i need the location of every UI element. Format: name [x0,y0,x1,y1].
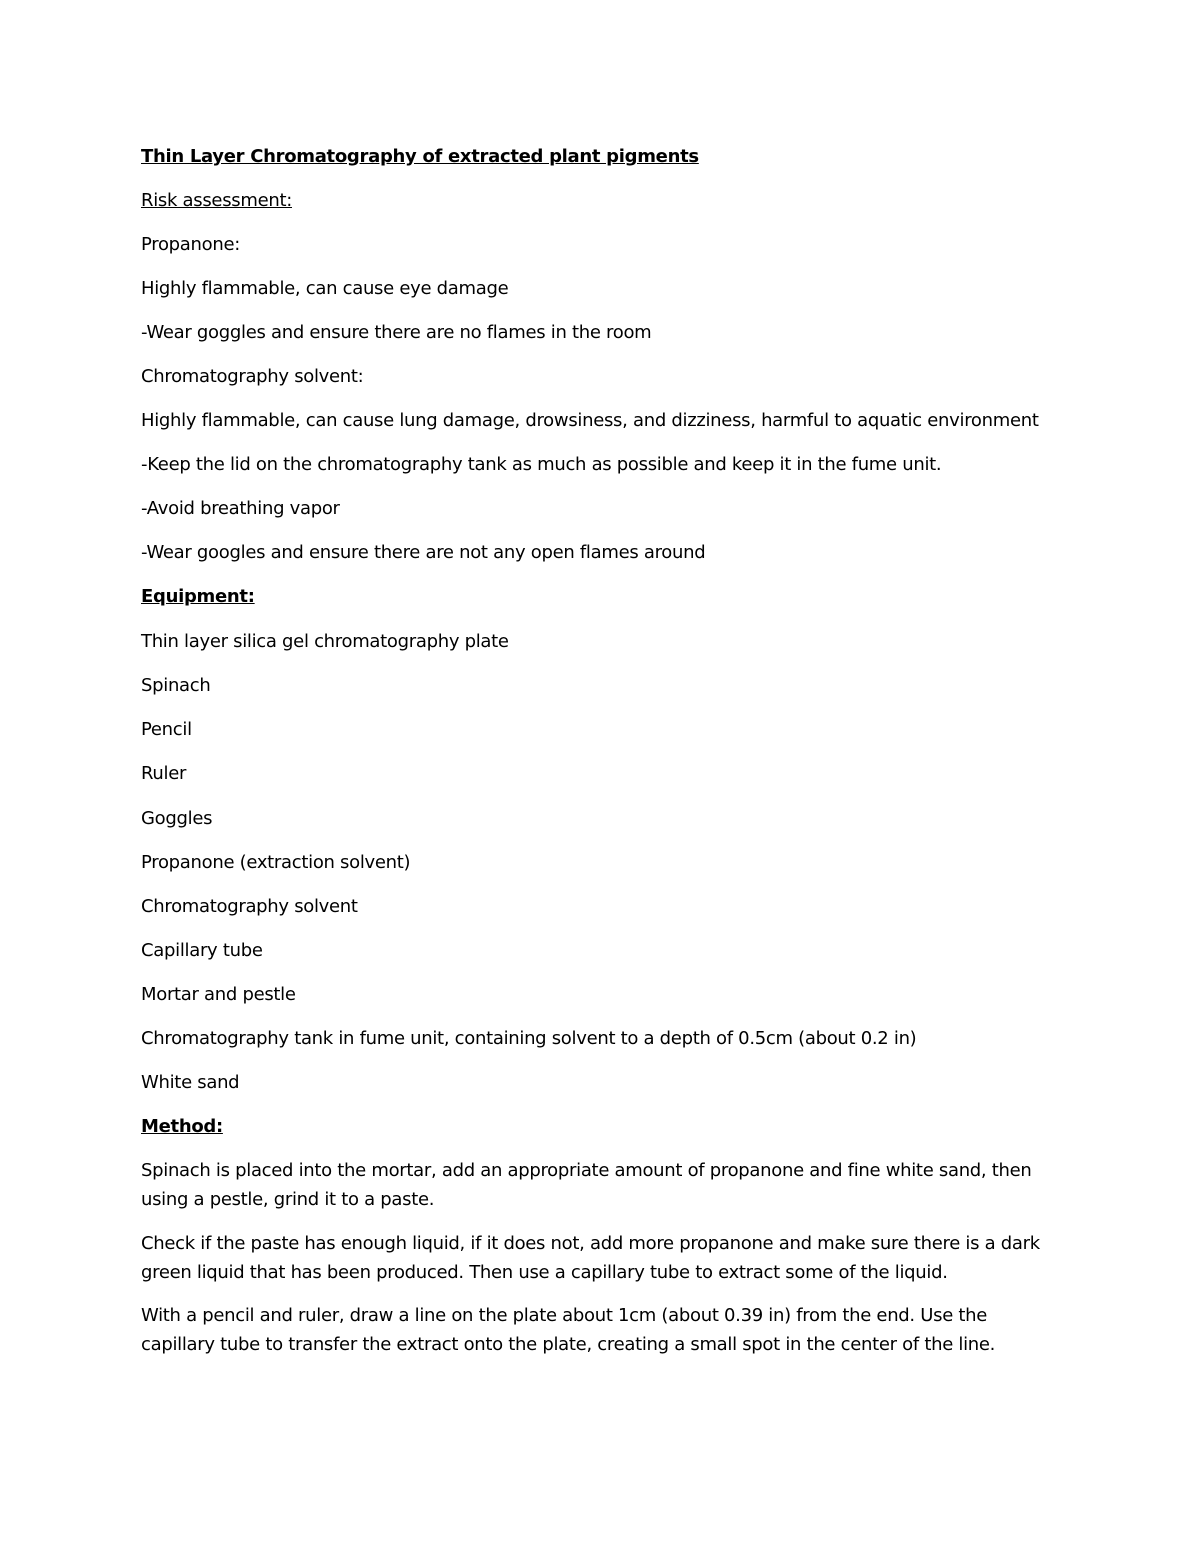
risk-solvent-label: Chromatography solvent: [141,366,364,387]
method-step-1-line-2: using a pestle, grind it to a paste. [141,1189,435,1210]
risk-solvent-precaution-2: -Avoid breathing vapor [141,498,340,519]
equipment-item: Spinach [141,675,211,696]
risk-propanone-label: Propanone: [141,234,240,255]
risk-solvent-precaution-3: -Wear googles and ensure there are not any open flames around [141,542,706,563]
method-step-2-line-2: green liquid that has been produced. Then use a capillary tube to extract some of the liquid. [141,1262,948,1283]
method-heading: Method: [141,1116,223,1137]
method-step-2-line-1: Check if the paste has enough liquid, if it does not, add more propanone and make sure there is a dark [141,1233,1040,1254]
method-step-3-line-2: capillary tube to transfer the extract onto the plate, creating a small spot in the center of the line. [141,1334,996,1355]
risk-solvent-precaution-1: -Keep the lid on the chromatography tank as much as possible and keep it in the fume unit. [141,454,942,475]
equipment-item: Thin layer silica gel chromatography plate [141,631,509,652]
equipment-item: White sand [141,1072,240,1093]
risk-solvent-hazard: Highly flammable, can cause lung damage, drowsiness, and dizziness, harmful to aquatic environment [141,410,1039,431]
equipment-heading: Equipment: [141,586,255,607]
method-step-3-line-1: With a pencil and ruler, draw a line on the plate about 1cm (about 0.39 in) from the end. Use the [141,1305,988,1326]
equipment-item: Mortar and pestle [141,984,296,1005]
equipment-item: Chromatography tank in fume unit, containing solvent to a depth of 0.5cm (about 0.2 in) [141,1028,917,1049]
risk-assessment-heading: Risk assessment: [141,190,292,211]
equipment-item: Chromatography solvent [141,896,358,917]
equipment-item: Capillary tube [141,940,263,961]
risk-propanone-precaution: -Wear goggles and ensure there are no flames in the room [141,322,652,343]
risk-propanone-hazard: Highly flammable, can cause eye damage [141,278,509,299]
equipment-item: Ruler [141,763,187,784]
equipment-item: Pencil [141,719,192,740]
document-title: Thin Layer Chromatography of extracted plant pigments [141,146,699,167]
equipment-item: Goggles [141,808,213,829]
method-step-1-line-1: Spinach is placed into the mortar, add an appropriate amount of propanone and fine white sand, then [141,1160,1032,1181]
equipment-item: Propanone (extraction solvent) [141,852,411,873]
